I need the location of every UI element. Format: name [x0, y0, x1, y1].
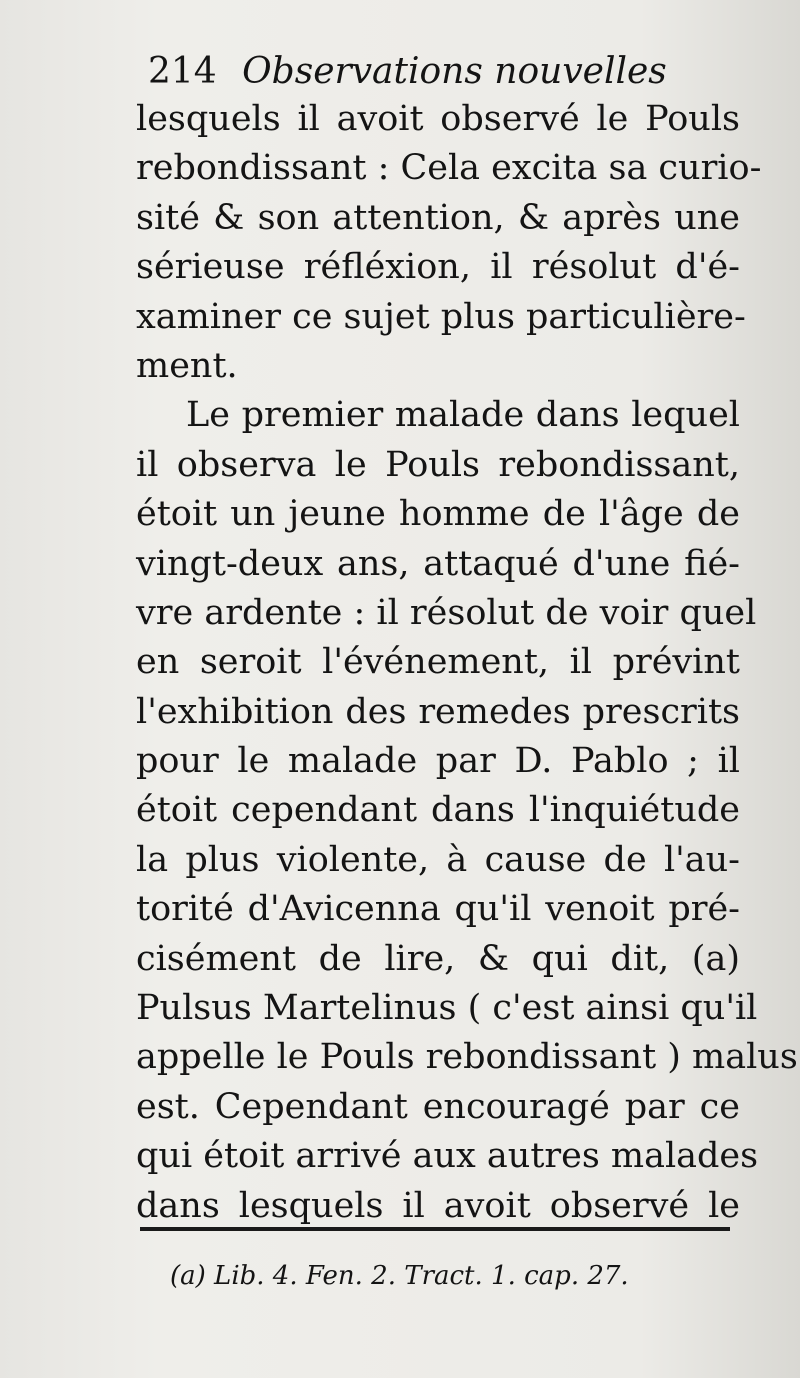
text-line: est. Cependant encouragé par ce — [136, 1086, 740, 1127]
text-line: il observa le Pouls rebondissant, — [136, 444, 740, 485]
text-line: dans lesquels il avoit observé le — [136, 1185, 740, 1226]
text-line: étoit cependant dans l'inquiétude — [136, 790, 740, 831]
text-line: Pulsus Martelinus ( c'est ainsi qu'il — [136, 988, 758, 1029]
text-line: xaminer ce sujet plus particulière- — [136, 296, 746, 337]
text-line: ment. — [136, 345, 238, 386]
text-line: appelle le Pouls rebondissant ) malus — [136, 1037, 798, 1078]
text-line: vingt-deux ans, attaqué d'une fié- — [136, 543, 740, 584]
text-line: lesquels il avoit observé le Pouls — [136, 99, 740, 139]
text-line: vre ardente : il résolut de voir quel — [136, 592, 757, 633]
running-head: Observations nouvelles — [242, 51, 667, 92]
page-number: 214 — [148, 51, 217, 92]
text-line: étoit un jeune homme de l'âge de — [136, 494, 740, 535]
text-line: sérieuse réfléxion, il résolut d'é- — [136, 247, 740, 288]
text-line: la plus violente, à cause de l'au- — [136, 839, 740, 880]
text-line: cisément de lire, & qui dit, (a) — [136, 938, 740, 979]
text-line: pour le malade par D. Pablo ; il — [136, 741, 740, 782]
page-header — [148, 50, 667, 94]
text-line: qui étoit arrivé aux autres malades — [136, 1136, 759, 1177]
text-line: en seroit l'événement, il prévint — [136, 642, 740, 683]
footnote-rule — [140, 1227, 730, 1231]
text-line: rebondissant : Cela excita sa curio- — [136, 148, 762, 189]
body-text — [136, 95, 798, 1231]
text-line: Le premier malade dans lequel — [186, 395, 740, 436]
text-line: torité d'Avicenna qu'il venoit pré- — [136, 889, 740, 930]
text-line: sité & son attention, & après une — [136, 197, 740, 238]
text-line: l'exhibition des remedes prescrits — [136, 691, 740, 732]
footnote: (a) Lib. 4. Fen. 2. Tract. 1. cap. 27. — [170, 1261, 629, 1291]
